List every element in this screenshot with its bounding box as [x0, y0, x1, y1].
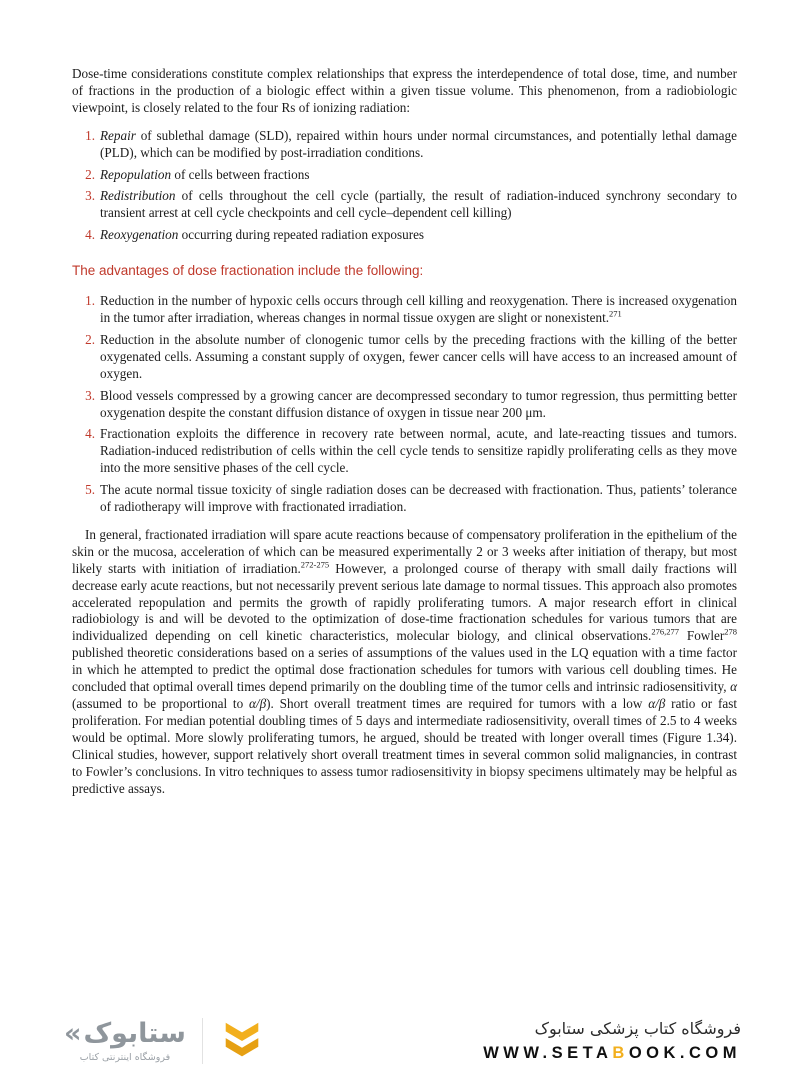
list-number: 2.: [85, 166, 95, 182]
list-item-text: Reduction in the number of hypoxic cells occurs through cell killing and reoxygenation. There is increased oxygenation in the tumor after irradiation, whereas changes in normal tissue oxygen are slight or nonexistent.$^{271}$: [100, 293, 737, 325]
footer-divider: [202, 1018, 203, 1064]
list-number: 1.: [85, 127, 95, 143]
list-item-text: Fractionation exploits the difference in recovery rate between normal, acute, and late-reacting tissues and tumors. Radiation-induced redistribution of cells within the cell cycle tends to sensitize rapidly proliferating cells as they move into the more sensitive phases of the cell cycle.: [100, 426, 737, 476]
list-item: [78, 426, 737, 477]
list-item-text: Redistribution of cells throughout the cell cycle (partially, the result of radiation-induced synchrony secondary to transient arrest at cell cycle checkpoints and cell cycle–dependent cell killing): [100, 188, 737, 221]
logo-wordmark: [64, 1019, 186, 1049]
advantages-list: [78, 293, 737, 516]
four-rs-list: [78, 128, 737, 244]
list-number: 1.: [85, 293, 95, 309]
closing-paragraph: In general, fractionated irradiation will spare acute reactions because of compensatory proliferation in the epithelium of the skin or the mucosa, acceleration of which can be measured experimentally 2 or 3 weeks after initiation of therapy, but most likely starts with initiation of irradiation.$^{272-275}$ However, a prolonged course of therapy with small daily fractions will decrease early acute reactions, but not necessarily prevent serious late damage to normal tissues. This approach also promotes accelerated repopulation and permits the growth of rapidly proliferating tumors. A major research effort in clinical radiobiology is and will be devoted to the optimization of dose-time fractionation schedules for various tumors that are individualized depending on cell kinetic characteristics, molecular biology, and clinical observations.$^{276,277}$ Fowler$^{278}$ published theoretic considerations based on a series of assumptions of the values used in the LQ equation with a time factor in which he attempted to predict the optimal dose fractionation schedules for tumors with various cell doubling times. He concluded that optimal overall times depend primarily on the doubling time of the tumor cells and intrinsic radiosensitivity, α (assumed to be proportional to α/β). Short overall treatment times are required for tumors with a low α/β ratio or fast proliferation. For median potential doubling times of 5 days and intermediate radiosensitivity, overall times of 2.5 to 4 weeks would be optimal. More slowly proliferating tumors, he argued, should be treated with longer overall times (Figure 1.34). Clinical studies, however, support relatively short overall treatment times in several common solid malignancies, in contrast to Fowler’s conclusions. In vitro techniques to assess tumor radiosensitivity in biopsy specimens ultimately may be helpful as predictive assays.: [72, 526, 737, 796]
list-item: [78, 388, 737, 422]
publisher-logo: [64, 1018, 265, 1064]
list-item: [78, 482, 737, 516]
footer: [64, 1018, 741, 1064]
list-item-text: Repopulation of cells between fractions: [100, 166, 310, 182]
list-item: [78, 188, 737, 222]
store-title: فروشگاه کتاب پزشکی ستابوک: [534, 1019, 741, 1038]
store-url: WWW.SETABOOK.COM: [483, 1044, 741, 1062]
list-item-text: Repair of sublethal damage (SLD), repaired within hours under normal circumstances, and potentially lethal damage (PLD), which can be modified by post-irradiation conditions.: [100, 127, 737, 160]
advantages-heading: The advantages of dose fractionation include the following:: [72, 263, 424, 279]
list-item-text: The acute normal tissue toxicity of single radiation doses can be decreased with fractionation. Thus, patients’ tolerance of radiotherapy will improve with fractionated irradiation.: [100, 482, 737, 515]
double-chevron-down-icon: [219, 1018, 265, 1064]
list-item-text: Reduction in the absolute number of clonogenic tumor cells by the preceding fractions with the killing of the better oxygenated cells. Assuming a constant supply of oxygen, fewer cancer cells will have access to an increased amount of oxygen.: [100, 331, 737, 381]
logo-text-block: [64, 1019, 186, 1063]
list-number: 2.: [85, 331, 95, 347]
list-item-text: Blood vessels compressed by a growing cancer are decompressed secondary to tumor regression, thus permitting better oxygenation despite the constant diffusion distance of oxygen in tissue near 200 μm.: [100, 387, 737, 420]
page-content: [72, 66, 737, 797]
logo-wordmark-text: ستابوک: [83, 1018, 186, 1050]
list-item: [78, 167, 737, 184]
list-item: [78, 227, 737, 244]
list-item-text: Reoxygenation occurring during repeated radiation exposures: [100, 227, 425, 243]
store-info: [483, 1019, 741, 1063]
list-number: 4.: [85, 426, 95, 442]
list-item: [78, 332, 737, 383]
list-item: [78, 128, 737, 162]
logo-subtitle: فروشگاه اینترنتی کتاب: [79, 1051, 171, 1063]
list-item: [78, 293, 737, 327]
list-number: 4.: [85, 227, 95, 243]
list-number: 5.: [85, 482, 95, 498]
list-number: 3.: [85, 387, 95, 403]
intro-paragraph: Dose-time considerations constitute complex relationships that express the interdependence of total dose, time, and number of fractions in the production of a biologic effect within a given tissue volume. This phenomenon, from a radiobiologic viewpoint, is closely related to the four Rs of ionizing radiation:: [72, 66, 737, 115]
logo-arrow-icon: «: [64, 1018, 82, 1050]
list-number: 3.: [85, 188, 95, 204]
